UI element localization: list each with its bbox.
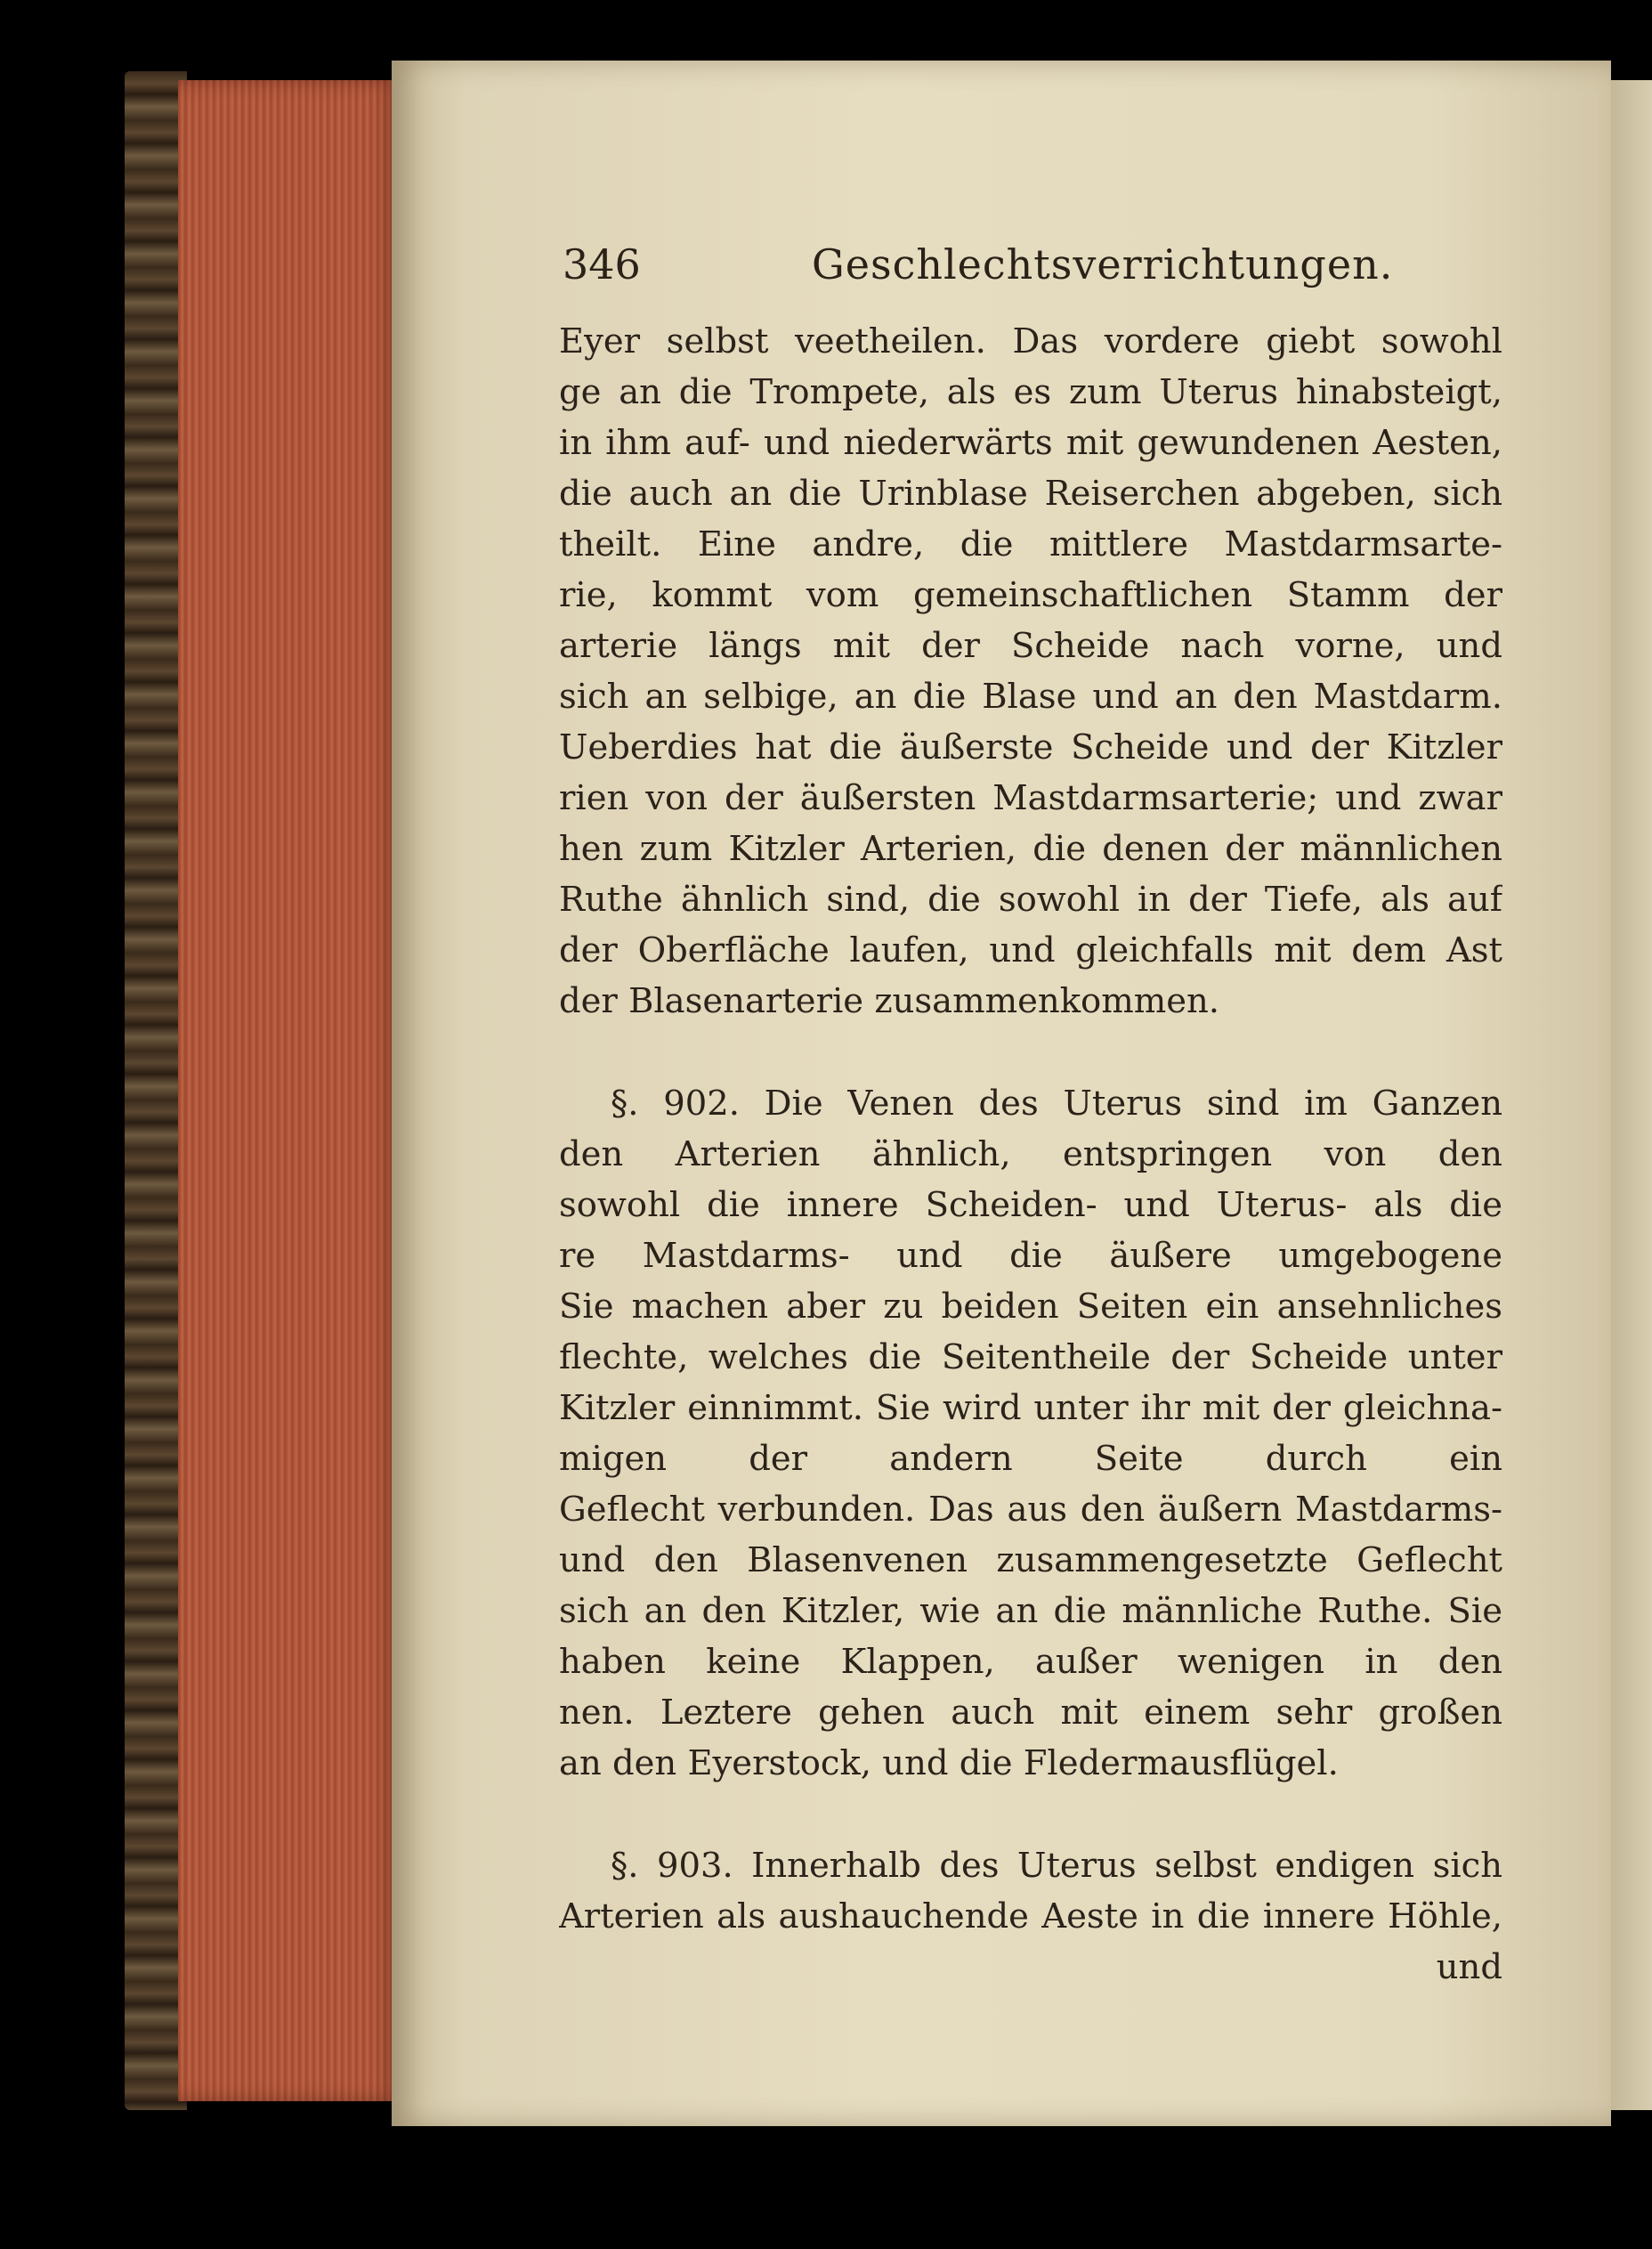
text-line: re Mastdarms- und die äußere umgebogene xyxy=(559,1236,1502,1276)
text-line: theilt. Eine andre, die mittlere Mastdarmsarte- xyxy=(559,524,1502,564)
text-line: flechte, welches die Seitentheile der Scheide unter xyxy=(559,1337,1502,1377)
paragraph-gap xyxy=(559,1789,1502,1840)
text-line: hen zum Kitzler Arterien, die denen der männlichen xyxy=(559,829,1502,869)
text-line: Sie machen aber zu beiden Seiten ein ansehnliches xyxy=(559,1287,1502,1327)
paragraph xyxy=(559,316,1502,1027)
text-line: sich an den Kitzler, wie an die männliche Ruthe. Sie xyxy=(559,1591,1502,1631)
text-line: §. 902. Die Venen des Uterus sind im Ganzen xyxy=(611,1084,1502,1124)
text-line: der Blasenarterie zusammenkommen. xyxy=(559,981,1220,1021)
text-line: rien von der äußersten Mastdarmsarterie; und zwar xyxy=(559,778,1502,818)
text-line: sowohl die innere Scheiden- und Uterus- als die xyxy=(559,1185,1502,1225)
text-line: ge an die Trompete, als es zum Uterus hinabsteigt, xyxy=(559,372,1502,412)
text-line: und den Blasenvenen zusammengesetzte Geflecht xyxy=(559,1540,1502,1580)
red-page-edges xyxy=(178,80,401,2101)
paragraph xyxy=(559,1078,1502,1789)
text-line: Ruthe ähnlich sind, die sowohl in der Tiefe, als auf xyxy=(559,880,1502,920)
text-line: an den Eyerstock, und die Fledermausflügel. xyxy=(559,1743,1339,1783)
text-line: sich an selbige, an die Blase und an den Mastdarm. xyxy=(559,677,1502,717)
text-line: arterie längs mit der Scheide nach vorne, und xyxy=(559,626,1502,666)
catchword: und xyxy=(1436,1947,1502,1987)
text-line: Arterien als aushauchende Aeste in die innere Höhle, xyxy=(559,1896,1502,1936)
text-line: der Oberfläche laufen, und gleichfalls mit dem Ast xyxy=(559,930,1502,970)
text-line: migen der andern Seite durch ein xyxy=(559,1439,1502,1479)
text-line: nen. Leztere gehen auch mit einem sehr großen xyxy=(559,1693,1502,1733)
running-title: Geschlechtsverrichtungen. xyxy=(812,240,1394,288)
text-line: Ueberdies hat die äußerste Scheide und der Kitzler xyxy=(559,727,1502,767)
paragraph xyxy=(559,1840,1502,1942)
body-text xyxy=(559,316,1502,1993)
paragraph-gap xyxy=(559,1027,1502,1078)
running-head xyxy=(563,240,1394,294)
text-line: den Arterien ähnlich, entspringen von den xyxy=(559,1134,1502,1174)
text-line: Eyer selbst veetheilen. Das vordere giebt sowohl xyxy=(559,321,1502,361)
text-line: Kitzler einnimmt. Sie wird unter ihr mit der gleichna- xyxy=(559,1388,1502,1428)
text-line: §. 903. Innerhalb des Uterus selbst endigen sich xyxy=(611,1846,1502,1886)
page-number: 346 xyxy=(563,240,641,288)
text-line: die auch an die Urinblase Reiserchen abgeben, sich xyxy=(559,474,1502,514)
text-line: rie, kommt vom gemeinschaftlichen Stamm der xyxy=(559,575,1502,615)
text-line: Geflecht verbunden. Das aus den äußern Mastdarms- xyxy=(559,1490,1502,1530)
text-line: haben keine Klappen, außer wenigen in den xyxy=(559,1642,1502,1682)
text-line: in ihm auf- und niederwärts mit gewundenen Aesten, xyxy=(559,423,1502,463)
